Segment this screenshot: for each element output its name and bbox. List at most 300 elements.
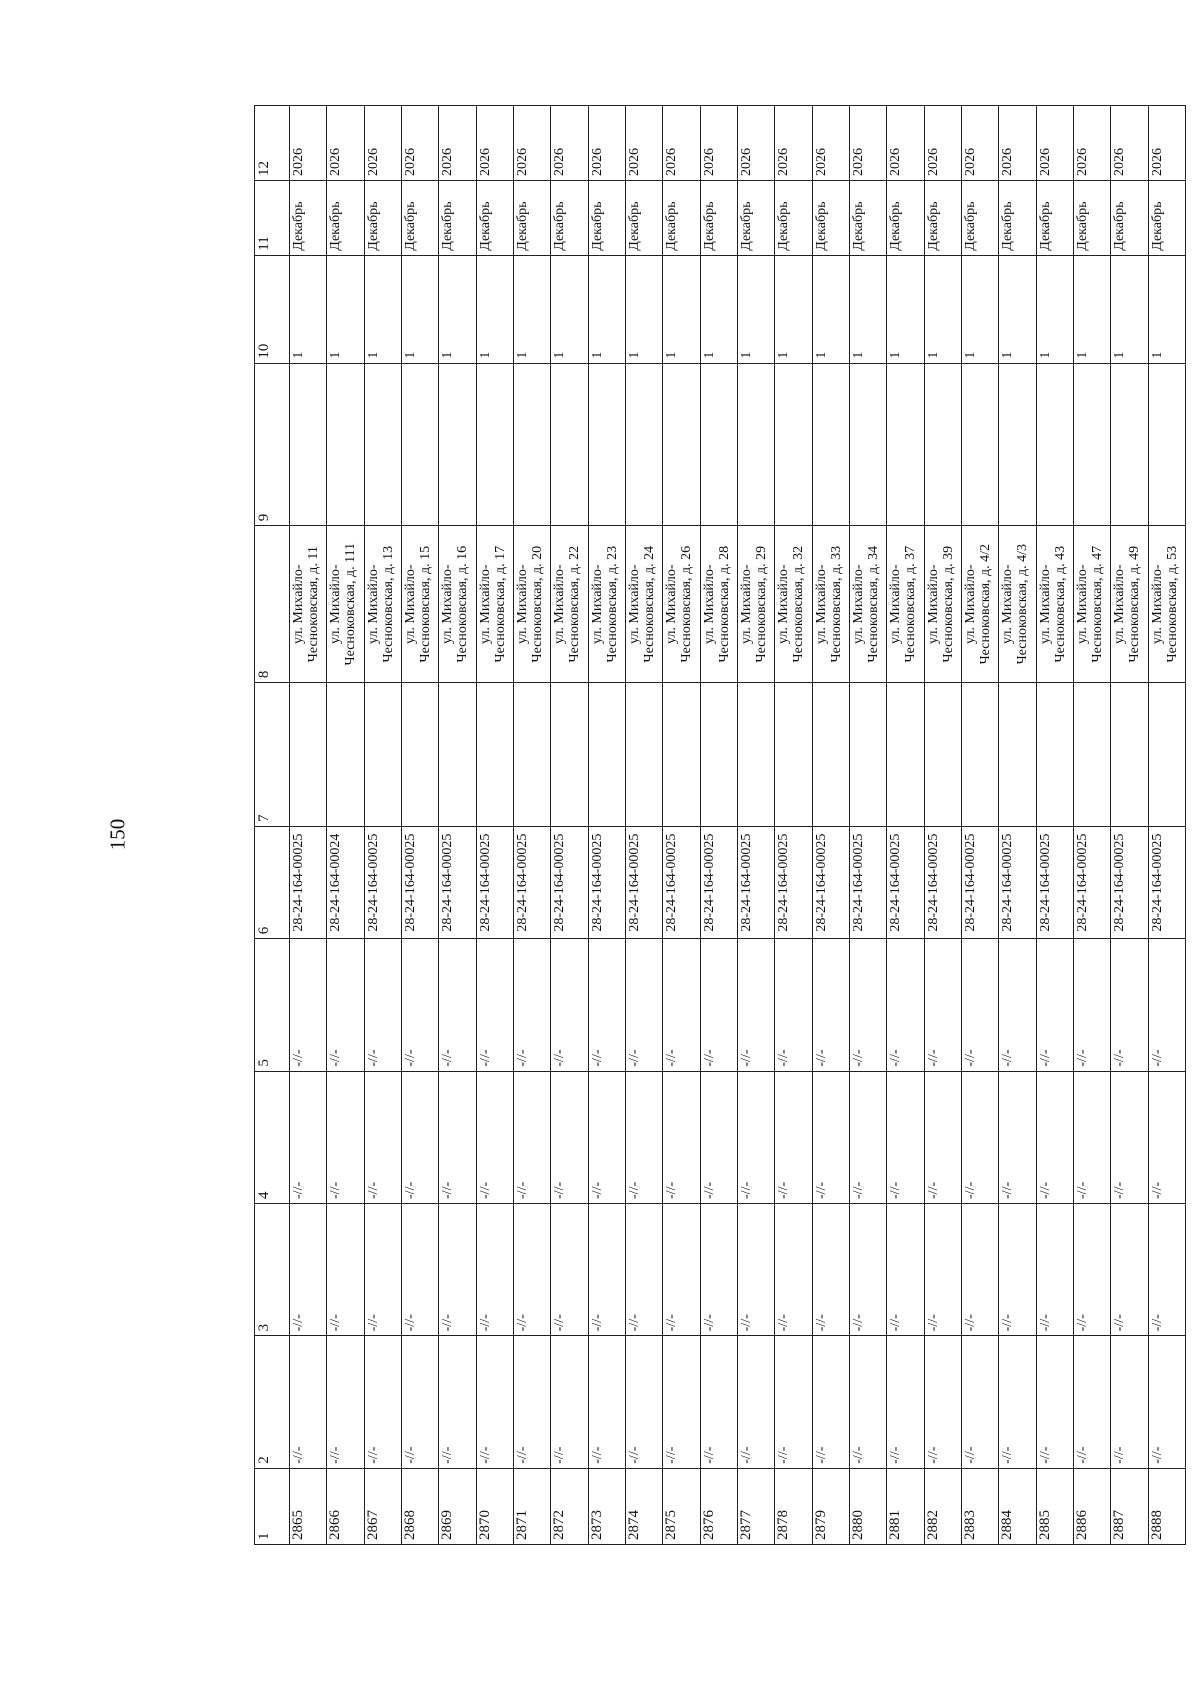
address-cell: ул. Михайло-Чесноковская, д. 23 xyxy=(588,526,625,683)
same-as-above-cell: -//- xyxy=(551,939,588,1071)
cadastral-quarter-cell: 28-24-164-00025 xyxy=(775,827,812,939)
row-number: 2867 xyxy=(364,1468,401,1544)
year-cell: 2026 xyxy=(364,106,401,181)
same-as-above-cell: -//- xyxy=(401,1071,438,1203)
year-cell: 2026 xyxy=(812,106,849,181)
same-as-above-cell: -//- xyxy=(364,1071,401,1203)
cadastral-quarter-cell: 28-24-164-00025 xyxy=(1111,827,1148,939)
cadastral-quarter-cell: 28-24-164-00025 xyxy=(737,827,774,939)
year-cell: 2026 xyxy=(1036,106,1073,181)
same-as-above-cell: -//- xyxy=(327,939,364,1071)
row-number: 2874 xyxy=(625,1468,662,1544)
same-as-above-cell: -//- xyxy=(625,1336,662,1468)
row-number: 2883 xyxy=(961,1468,998,1544)
empty-cell xyxy=(439,363,476,526)
schedule-table-container xyxy=(254,105,1186,1545)
empty-cell xyxy=(327,683,364,827)
table-row xyxy=(364,106,401,1545)
same-as-above-cell: -//- xyxy=(849,1203,886,1335)
same-as-above-cell: -//- xyxy=(961,939,998,1071)
quantity-cell: 1 xyxy=(476,255,513,363)
empty-cell xyxy=(775,683,812,827)
same-as-above-cell: -//- xyxy=(551,1071,588,1203)
same-as-above-cell: -//- xyxy=(849,939,886,1071)
empty-cell xyxy=(1111,363,1148,526)
column-header-7: 7 xyxy=(255,683,290,827)
row-number: 2882 xyxy=(924,1468,961,1544)
same-as-above-cell: -//- xyxy=(1148,939,1185,1071)
address-cell: ул. Михайло-Чесноковская, д. 17 xyxy=(476,526,513,683)
month-cell: Декабрь xyxy=(1148,180,1185,255)
row-number: 2885 xyxy=(1036,1468,1073,1544)
month-cell: Декабрь xyxy=(887,180,924,255)
same-as-above-cell: -//- xyxy=(999,1336,1036,1468)
same-as-above-cell: -//- xyxy=(588,1336,625,1468)
empty-cell xyxy=(401,363,438,526)
column-header-3: 3 xyxy=(255,1203,290,1335)
year-cell: 2026 xyxy=(700,106,737,181)
empty-cell xyxy=(290,363,327,526)
address-cell: ул. Михайло-Чесноковская, д. 13 xyxy=(364,526,401,683)
cadastral-quarter-cell: 28-24-164-00025 xyxy=(476,827,513,939)
quantity-cell: 1 xyxy=(700,255,737,363)
same-as-above-cell: -//- xyxy=(625,939,662,1071)
address-cell: ул. Михайло-Чесноковская, д. 22 xyxy=(551,526,588,683)
table-row xyxy=(812,106,849,1545)
quantity-cell: 1 xyxy=(849,255,886,363)
empty-cell xyxy=(887,683,924,827)
same-as-above-cell: -//- xyxy=(439,1203,476,1335)
month-cell: Декабрь xyxy=(849,180,886,255)
empty-cell xyxy=(364,683,401,827)
year-cell: 2026 xyxy=(551,106,588,181)
year-cell: 2026 xyxy=(924,106,961,181)
row-number: 2878 xyxy=(775,1468,812,1544)
same-as-above-cell: -//- xyxy=(551,1203,588,1335)
address-cell: ул. Михайло-Чесноковская, д. 24 xyxy=(625,526,662,683)
year-cell: 2026 xyxy=(775,106,812,181)
table-row xyxy=(551,106,588,1545)
same-as-above-cell: -//- xyxy=(401,1203,438,1335)
same-as-above-cell: -//- xyxy=(1111,939,1148,1071)
page-number: 150 xyxy=(105,818,130,851)
quantity-cell: 1 xyxy=(737,255,774,363)
address-cell: ул. Михайло-Чесноковская, д. 32 xyxy=(775,526,812,683)
empty-cell xyxy=(737,683,774,827)
same-as-above-cell: -//- xyxy=(961,1203,998,1335)
table-row xyxy=(439,106,476,1545)
address-cell: ул. Михайло-Чесноковская, д. 28 xyxy=(700,526,737,683)
same-as-above-cell: -//- xyxy=(737,1203,774,1335)
empty-cell xyxy=(812,363,849,526)
quantity-cell: 1 xyxy=(1111,255,1148,363)
column-header-12: 12 xyxy=(255,106,290,181)
cadastral-quarter-cell: 28-24-164-00025 xyxy=(551,827,588,939)
quantity-cell: 1 xyxy=(887,255,924,363)
address-cell: ул. Михайло-Чесноковская, д. 15 xyxy=(401,526,438,683)
same-as-above-cell: -//- xyxy=(700,1203,737,1335)
empty-cell xyxy=(849,363,886,526)
address-cell: ул. Михайло-Чесноковская, д. 4/3 xyxy=(999,526,1036,683)
same-as-above-cell: -//- xyxy=(999,1203,1036,1335)
table-row xyxy=(625,106,662,1545)
empty-cell xyxy=(513,363,550,526)
column-header-9: 9 xyxy=(255,363,290,526)
same-as-above-cell: -//- xyxy=(476,939,513,1071)
cadastral-quarter-cell: 28-24-164-00025 xyxy=(700,827,737,939)
empty-cell xyxy=(290,683,327,827)
address-cell: ул. Михайло-Чесноковская, д. 111 xyxy=(327,526,364,683)
table-row xyxy=(700,106,737,1545)
year-cell: 2026 xyxy=(887,106,924,181)
year-cell: 2026 xyxy=(849,106,886,181)
cadastral-quarter-cell: 28-24-164-00024 xyxy=(327,827,364,939)
cadastral-quarter-cell: 28-24-164-00025 xyxy=(513,827,550,939)
month-cell: Декабрь xyxy=(476,180,513,255)
same-as-above-cell: -//- xyxy=(663,939,700,1071)
empty-cell xyxy=(1148,683,1185,827)
month-cell: Декабрь xyxy=(1036,180,1073,255)
same-as-above-cell: -//- xyxy=(476,1336,513,1468)
year-cell: 2026 xyxy=(1148,106,1185,181)
quantity-cell: 1 xyxy=(364,255,401,363)
empty-cell xyxy=(625,683,662,827)
same-as-above-cell: -//- xyxy=(513,1203,550,1335)
same-as-above-cell: -//- xyxy=(775,939,812,1071)
month-cell: Декабрь xyxy=(551,180,588,255)
address-cell: ул. Михайло-Чесноковская, д. 43 xyxy=(1036,526,1073,683)
same-as-above-cell: -//- xyxy=(625,1203,662,1335)
empty-cell xyxy=(551,363,588,526)
same-as-above-cell: -//- xyxy=(737,1336,774,1468)
same-as-above-cell: -//- xyxy=(1073,1071,1110,1203)
column-header-6: 6 xyxy=(255,827,290,939)
table-row xyxy=(961,106,998,1545)
same-as-above-cell: -//- xyxy=(290,939,327,1071)
address-cell: ул. Михайло-Чесноковская, д. 47 xyxy=(1073,526,1110,683)
cadastral-quarter-cell: 28-24-164-00025 xyxy=(663,827,700,939)
same-as-above-cell: -//- xyxy=(700,1071,737,1203)
month-cell: Декабрь xyxy=(439,180,476,255)
address-cell: ул. Михайло-Чесноковская, д. 53 xyxy=(1148,526,1185,683)
empty-cell xyxy=(700,683,737,827)
empty-cell xyxy=(476,363,513,526)
same-as-above-cell: -//- xyxy=(812,1071,849,1203)
same-as-above-cell: -//- xyxy=(401,1336,438,1468)
month-cell: Декабрь xyxy=(327,180,364,255)
quantity-cell: 1 xyxy=(513,255,550,363)
same-as-above-cell: -//- xyxy=(513,939,550,1071)
quantity-cell: 1 xyxy=(290,255,327,363)
year-cell: 2026 xyxy=(588,106,625,181)
table-row xyxy=(849,106,886,1545)
empty-cell xyxy=(924,363,961,526)
year-cell: 2026 xyxy=(1111,106,1148,181)
table-body xyxy=(290,106,1186,1545)
same-as-above-cell: -//- xyxy=(961,1071,998,1203)
table-row xyxy=(1073,106,1110,1545)
table-row xyxy=(290,106,327,1545)
same-as-above-cell: -//- xyxy=(849,1336,886,1468)
same-as-above-cell: -//- xyxy=(924,1336,961,1468)
row-number: 2871 xyxy=(513,1468,550,1544)
column-header-10: 10 xyxy=(255,255,290,363)
same-as-above-cell: -//- xyxy=(364,1336,401,1468)
quantity-cell: 1 xyxy=(439,255,476,363)
same-as-above-cell: -//- xyxy=(290,1336,327,1468)
empty-cell xyxy=(1036,683,1073,827)
month-cell: Декабрь xyxy=(1073,180,1110,255)
table-row xyxy=(663,106,700,1545)
same-as-above-cell: -//- xyxy=(924,1071,961,1203)
same-as-above-cell: -//- xyxy=(327,1336,364,1468)
column-header-4: 4 xyxy=(255,1071,290,1203)
month-cell: Декабрь xyxy=(364,180,401,255)
table-header-row xyxy=(255,106,290,1545)
same-as-above-cell: -//- xyxy=(1111,1336,1148,1468)
empty-cell xyxy=(588,683,625,827)
empty-cell xyxy=(961,363,998,526)
empty-cell xyxy=(961,683,998,827)
year-cell: 2026 xyxy=(663,106,700,181)
same-as-above-cell: -//- xyxy=(1148,1336,1185,1468)
same-as-above-cell: -//- xyxy=(924,1203,961,1335)
month-cell: Декабрь xyxy=(737,180,774,255)
empty-cell xyxy=(1073,363,1110,526)
quantity-cell: 1 xyxy=(551,255,588,363)
empty-cell xyxy=(439,683,476,827)
same-as-above-cell: -//- xyxy=(1036,1336,1073,1468)
table-row xyxy=(1111,106,1148,1545)
empty-cell xyxy=(999,363,1036,526)
same-as-above-cell: -//- xyxy=(401,939,438,1071)
same-as-above-cell: -//- xyxy=(364,1203,401,1335)
month-cell: Декабрь xyxy=(999,180,1036,255)
empty-cell xyxy=(663,363,700,526)
empty-cell xyxy=(849,683,886,827)
empty-cell xyxy=(588,363,625,526)
same-as-above-cell: -//- xyxy=(513,1071,550,1203)
cadastral-quarter-cell: 28-24-164-00025 xyxy=(401,827,438,939)
table-row xyxy=(401,106,438,1545)
column-header-8: 8 xyxy=(255,526,290,683)
month-cell: Декабрь xyxy=(961,180,998,255)
column-header-2: 2 xyxy=(255,1336,290,1468)
table-row xyxy=(327,106,364,1545)
row-number: 2880 xyxy=(849,1468,886,1544)
row-number: 2866 xyxy=(327,1468,364,1544)
cadastral-quarter-cell: 28-24-164-00025 xyxy=(364,827,401,939)
table-row xyxy=(924,106,961,1545)
same-as-above-cell: -//- xyxy=(887,1336,924,1468)
row-number: 2879 xyxy=(812,1468,849,1544)
same-as-above-cell: -//- xyxy=(1036,1071,1073,1203)
cadastral-quarter-cell: 28-24-164-00025 xyxy=(588,827,625,939)
address-cell: ул. Михайло-Чесноковская, д. 29 xyxy=(737,526,774,683)
empty-cell xyxy=(1036,363,1073,526)
cadastral-quarter-cell: 28-24-164-00025 xyxy=(439,827,476,939)
empty-cell xyxy=(812,683,849,827)
same-as-above-cell: -//- xyxy=(439,1071,476,1203)
same-as-above-cell: -//- xyxy=(551,1336,588,1468)
year-cell: 2026 xyxy=(513,106,550,181)
quantity-cell: 1 xyxy=(663,255,700,363)
row-number: 2881 xyxy=(887,1468,924,1544)
empty-cell xyxy=(1073,683,1110,827)
quantity-cell: 1 xyxy=(625,255,662,363)
empty-cell xyxy=(1148,363,1185,526)
quantity-cell: 1 xyxy=(588,255,625,363)
cadastral-quarter-cell: 28-24-164-00025 xyxy=(961,827,998,939)
address-cell: ул. Михайло-Чесноковская, д. 33 xyxy=(812,526,849,683)
table-row xyxy=(1036,106,1073,1545)
quantity-cell: 1 xyxy=(401,255,438,363)
row-number: 2876 xyxy=(700,1468,737,1544)
schedule-table xyxy=(254,105,1186,1545)
same-as-above-cell: -//- xyxy=(775,1071,812,1203)
same-as-above-cell: -//- xyxy=(737,1071,774,1203)
cadastral-quarter-cell: 28-24-164-00025 xyxy=(1148,827,1185,939)
same-as-above-cell: -//- xyxy=(1073,1336,1110,1468)
year-cell: 2026 xyxy=(439,106,476,181)
same-as-above-cell: -//- xyxy=(327,1203,364,1335)
row-number: 2865 xyxy=(290,1468,327,1544)
cadastral-quarter-cell: 28-24-164-00025 xyxy=(1073,827,1110,939)
table-row xyxy=(887,106,924,1545)
month-cell: Декабрь xyxy=(401,180,438,255)
year-cell: 2026 xyxy=(327,106,364,181)
quantity-cell: 1 xyxy=(1036,255,1073,363)
table-row xyxy=(476,106,513,1545)
same-as-above-cell: -//- xyxy=(812,1336,849,1468)
same-as-above-cell: -//- xyxy=(588,939,625,1071)
table-row xyxy=(775,106,812,1545)
row-number: 2868 xyxy=(401,1468,438,1544)
row-number: 2873 xyxy=(588,1468,625,1544)
same-as-above-cell: -//- xyxy=(1111,1071,1148,1203)
same-as-above-cell: -//- xyxy=(999,1071,1036,1203)
same-as-above-cell: -//- xyxy=(327,1071,364,1203)
empty-cell xyxy=(924,683,961,827)
same-as-above-cell: -//- xyxy=(1111,1203,1148,1335)
month-cell: Декабрь xyxy=(924,180,961,255)
month-cell: Декабрь xyxy=(700,180,737,255)
empty-cell xyxy=(476,683,513,827)
same-as-above-cell: -//- xyxy=(290,1071,327,1203)
same-as-above-cell: -//- xyxy=(290,1203,327,1335)
same-as-above-cell: -//- xyxy=(1073,939,1110,1071)
same-as-above-cell: -//- xyxy=(663,1071,700,1203)
same-as-above-cell: -//- xyxy=(476,1071,513,1203)
same-as-above-cell: -//- xyxy=(1148,1071,1185,1203)
address-cell: ул. Михайло-Чесноковская, д. 39 xyxy=(924,526,961,683)
year-cell: 2026 xyxy=(476,106,513,181)
same-as-above-cell: -//- xyxy=(812,939,849,1071)
empty-cell xyxy=(700,363,737,526)
empty-cell xyxy=(401,683,438,827)
cadastral-quarter-cell: 28-24-164-00025 xyxy=(849,827,886,939)
address-cell: ул. Михайло-Чесноковская, д. 16 xyxy=(439,526,476,683)
same-as-above-cell: -//- xyxy=(588,1203,625,1335)
quantity-cell: 1 xyxy=(812,255,849,363)
year-cell: 2026 xyxy=(625,106,662,181)
empty-cell xyxy=(737,363,774,526)
row-number: 2869 xyxy=(439,1468,476,1544)
address-cell: ул. Михайло-Чесноковская, д. 49 xyxy=(1111,526,1148,683)
quantity-cell: 1 xyxy=(999,255,1036,363)
quantity-cell: 1 xyxy=(1073,255,1110,363)
cadastral-quarter-cell: 28-24-164-00025 xyxy=(812,827,849,939)
cadastral-quarter-cell: 28-24-164-00025 xyxy=(290,827,327,939)
same-as-above-cell: -//- xyxy=(887,1071,924,1203)
address-cell: ул. Михайло-Чесноковская, д. 11 xyxy=(290,526,327,683)
same-as-above-cell: -//- xyxy=(588,1071,625,1203)
same-as-above-cell: -//- xyxy=(625,1071,662,1203)
quantity-cell: 1 xyxy=(327,255,364,363)
month-cell: Декабрь xyxy=(588,180,625,255)
same-as-above-cell: -//- xyxy=(737,939,774,1071)
address-cell: ул. Михайло-Чесноковская, д. 26 xyxy=(663,526,700,683)
same-as-above-cell: -//- xyxy=(849,1071,886,1203)
column-header-5: 5 xyxy=(255,939,290,1071)
same-as-above-cell: -//- xyxy=(476,1203,513,1335)
same-as-above-cell: -//- xyxy=(663,1203,700,1335)
same-as-above-cell: -//- xyxy=(1036,1203,1073,1335)
same-as-above-cell: -//- xyxy=(513,1336,550,1468)
quantity-cell: 1 xyxy=(961,255,998,363)
empty-cell xyxy=(327,363,364,526)
month-cell: Декабрь xyxy=(625,180,662,255)
row-number: 2875 xyxy=(663,1468,700,1544)
empty-cell xyxy=(1111,683,1148,827)
table-row xyxy=(513,106,550,1545)
same-as-above-cell: -//- xyxy=(775,1203,812,1335)
empty-cell xyxy=(775,363,812,526)
year-cell: 2026 xyxy=(290,106,327,181)
quantity-cell: 1 xyxy=(775,255,812,363)
table-row xyxy=(737,106,774,1545)
row-number: 2884 xyxy=(999,1468,1036,1544)
year-cell: 2026 xyxy=(999,106,1036,181)
same-as-above-cell: -//- xyxy=(812,1203,849,1335)
row-number: 2886 xyxy=(1073,1468,1110,1544)
quantity-cell: 1 xyxy=(1148,255,1185,363)
row-number: 2872 xyxy=(551,1468,588,1544)
same-as-above-cell: -//- xyxy=(439,939,476,1071)
cadastral-quarter-cell: 28-24-164-00025 xyxy=(924,827,961,939)
same-as-above-cell: -//- xyxy=(961,1336,998,1468)
month-cell: Декабрь xyxy=(290,180,327,255)
address-cell: ул. Михайло-Чесноковская, д. 34 xyxy=(849,526,886,683)
table-row xyxy=(1148,106,1185,1545)
same-as-above-cell: -//- xyxy=(1036,939,1073,1071)
empty-cell xyxy=(663,683,700,827)
cadastral-quarter-cell: 28-24-164-00025 xyxy=(625,827,662,939)
empty-cell xyxy=(625,363,662,526)
same-as-above-cell: -//- xyxy=(1148,1203,1185,1335)
column-header-11: 11 xyxy=(255,180,290,255)
year-cell: 2026 xyxy=(401,106,438,181)
same-as-above-cell: -//- xyxy=(999,939,1036,1071)
column-header-1: 1 xyxy=(255,1468,290,1544)
month-cell: Декабрь xyxy=(513,180,550,255)
same-as-above-cell: -//- xyxy=(1073,1203,1110,1335)
year-cell: 2026 xyxy=(737,106,774,181)
same-as-above-cell: -//- xyxy=(364,939,401,1071)
row-number: 2888 xyxy=(1148,1468,1185,1544)
table-row xyxy=(588,106,625,1545)
empty-cell xyxy=(999,683,1036,827)
